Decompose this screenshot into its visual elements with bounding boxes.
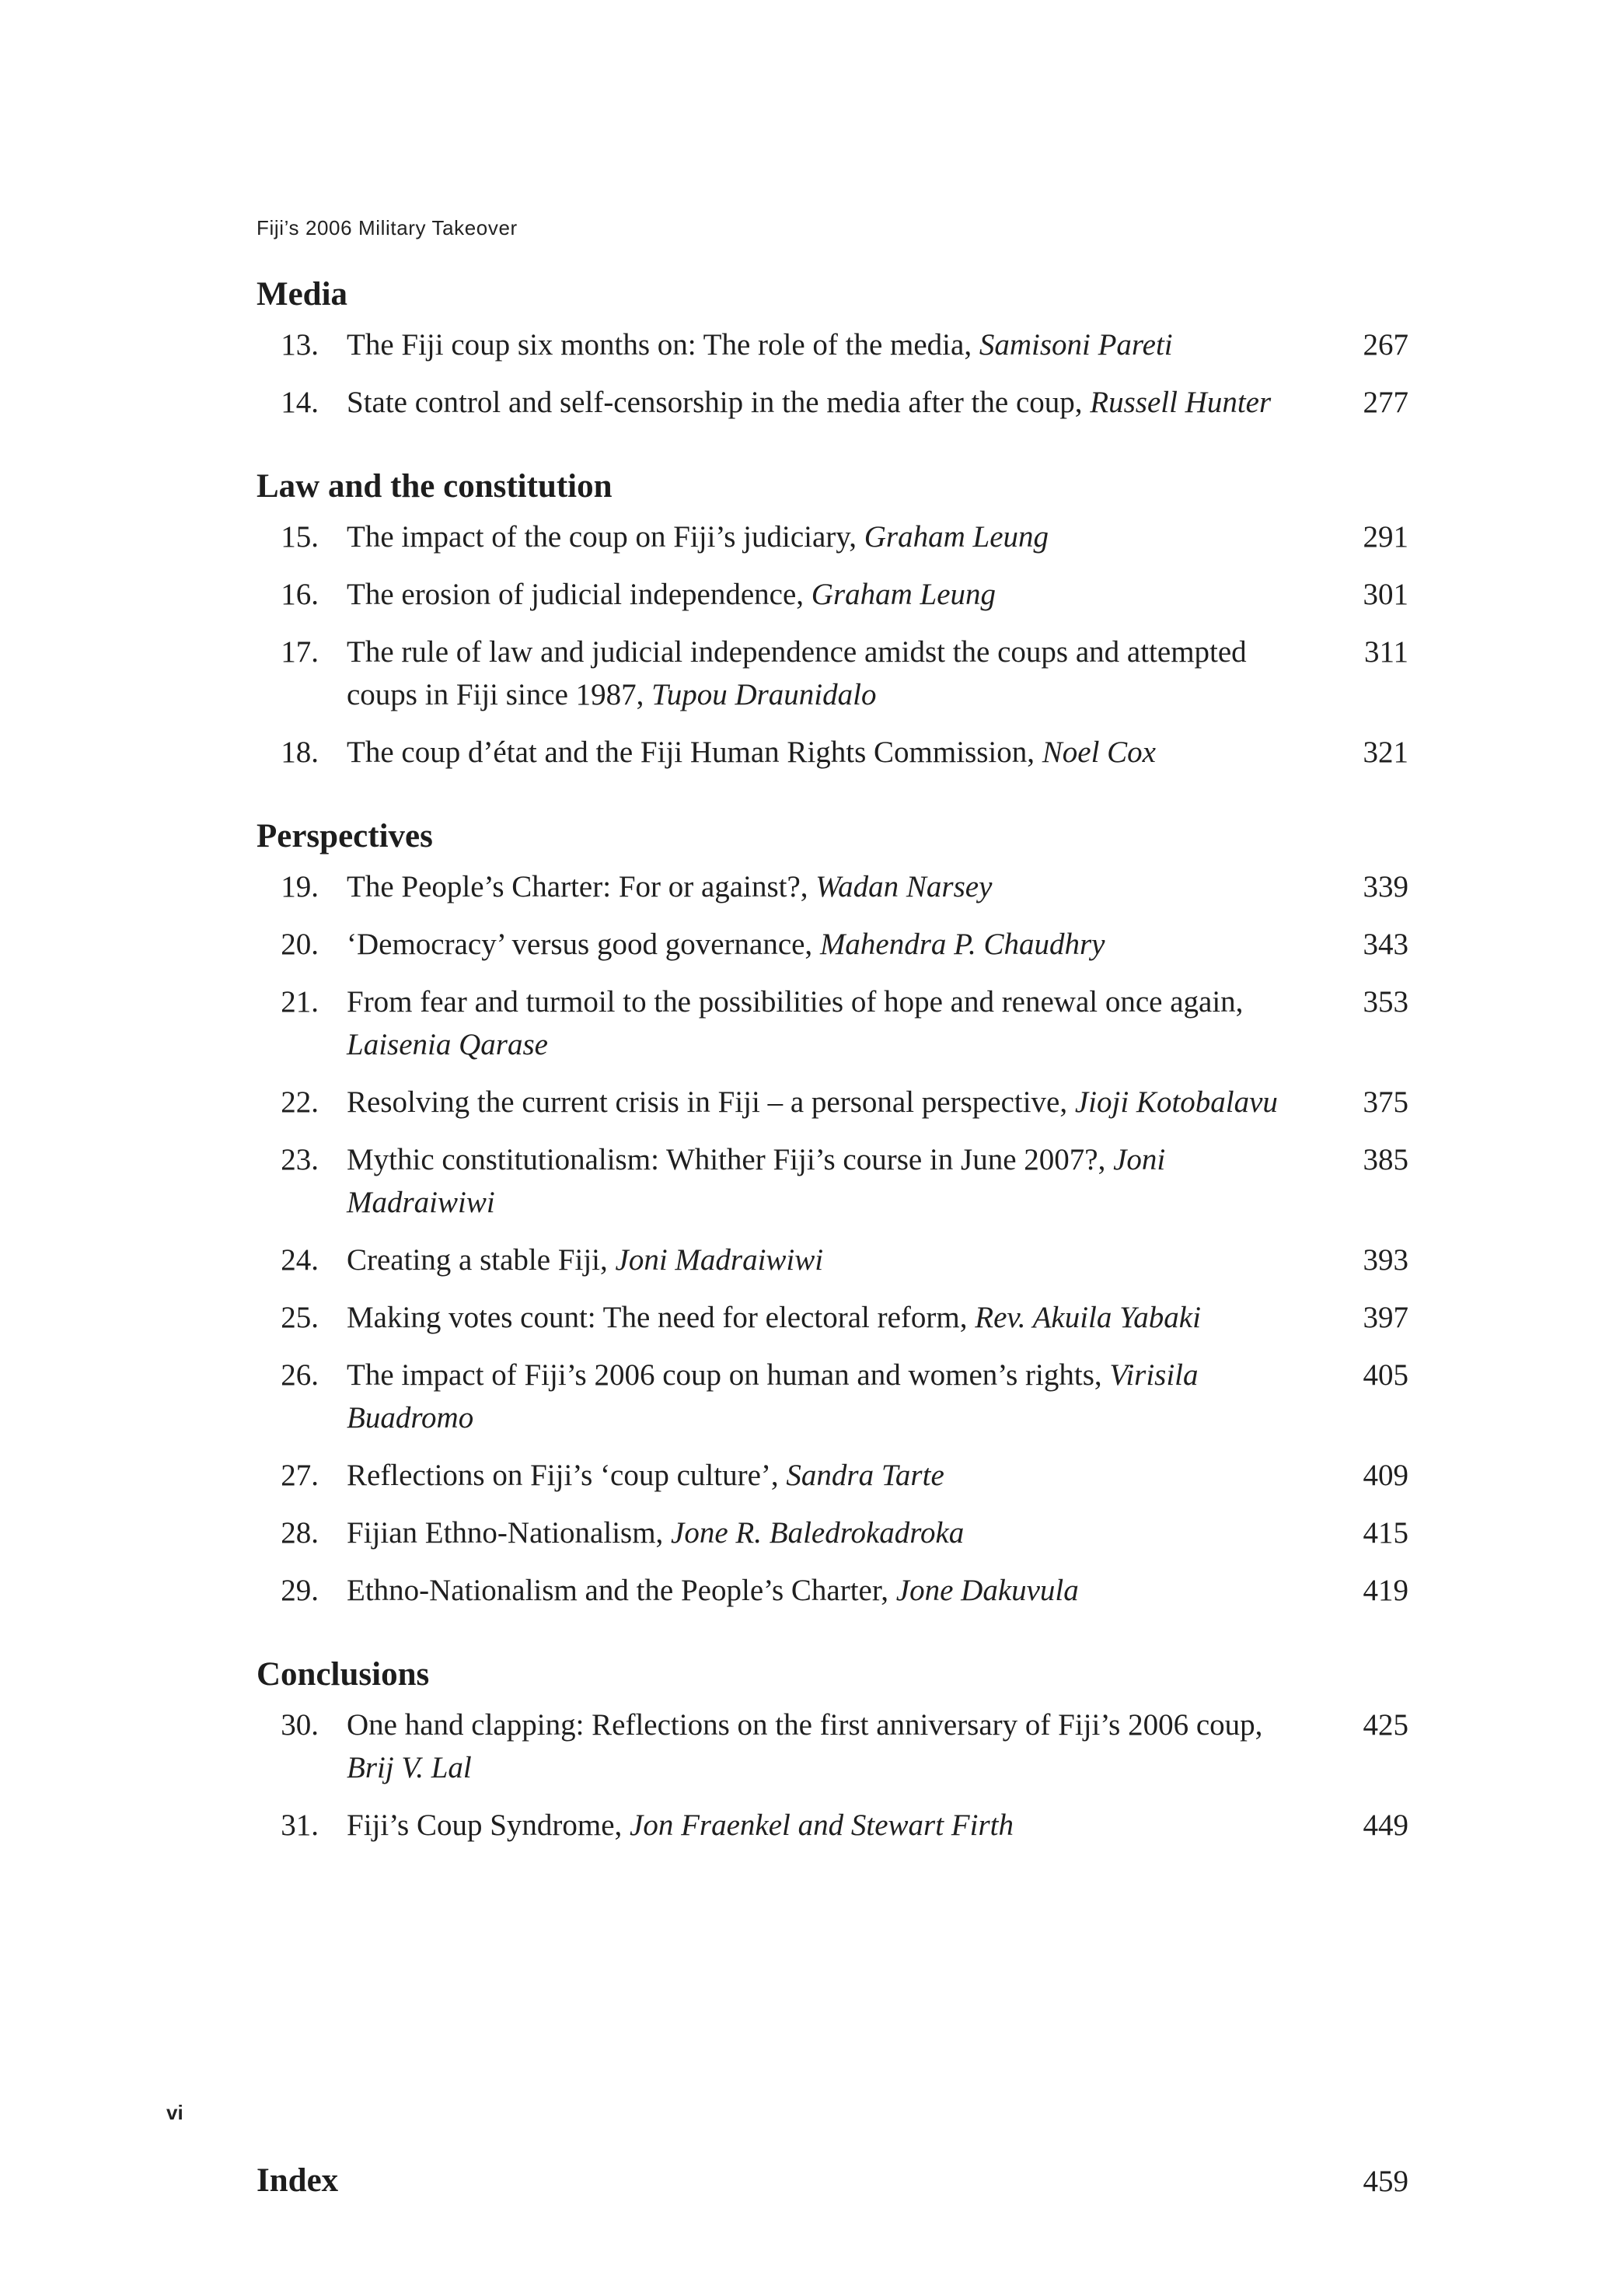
chapter-text [347, 980, 1279, 1066]
chapter-title: Ethno-Nationalism and the People’s Charter, [347, 1574, 889, 1607]
chapter-author: Jon Fraenkel and Stewart Firth [630, 1808, 1014, 1842]
page-number: 277 [1363, 386, 1408, 419]
table-of-contents [257, 269, 1408, 1847]
toc-section [257, 269, 1408, 424]
chapter-title: The rule of law and judicial independence amidst the coups and attempted coups in Fiji since 1987, [347, 635, 1247, 711]
chapter-number: 28. [281, 1516, 319, 1550]
toc-entry[interactable] [257, 631, 1408, 716]
chapter-text [347, 731, 1279, 774]
chapter-author: Jone Dakuvula [895, 1574, 1079, 1607]
chapter-number: 22. [281, 1085, 319, 1119]
page-number: 321 [1363, 736, 1408, 769]
chapter-author: Sandra Tarte [786, 1459, 944, 1492]
chapter-text [347, 865, 1279, 908]
page-number: 375 [1363, 1085, 1408, 1119]
chapter-number: 19. [281, 870, 319, 903]
chapter-title: Reflections on Fiji’s ‘coup culture’, [347, 1459, 779, 1492]
page-number: 393 [1363, 1243, 1408, 1277]
page-folio: vi [166, 2101, 183, 2124]
section-heading: Law and the constitution [257, 468, 613, 505]
chapter-text [347, 1569, 1279, 1612]
page-number: 353 [1363, 985, 1408, 1019]
toc-entry[interactable] [257, 573, 1408, 616]
toc-entry[interactable] [257, 1239, 1408, 1281]
toc-entry[interactable] [257, 980, 1408, 1066]
chapter-author: Graham Leung [811, 578, 996, 611]
chapter-number: 18. [281, 736, 319, 769]
chapter-title: The People’s Charter: For or against?, [347, 870, 808, 903]
chapter-text [347, 515, 1279, 558]
chapter-number: 20. [281, 928, 319, 961]
page-number: 385 [1363, 1143, 1408, 1176]
running-head: Fiji’s 2006 Military Takeover [257, 216, 518, 239]
page-number: 409 [1363, 1459, 1408, 1492]
chapter-author: Mahendra P. Chaudhry [819, 928, 1105, 961]
chapter-author: Joni Madraiwiwi [615, 1243, 824, 1277]
toc-section [257, 461, 1408, 774]
chapter-text [347, 1454, 1279, 1497]
chapter-number: 14. [281, 386, 319, 419]
toc-entry[interactable] [257, 1569, 1408, 1612]
chapter-text [347, 323, 1279, 366]
index-title: Index [257, 2162, 339, 2199]
toc-entry[interactable] [257, 515, 1408, 558]
chapter-title: State control and self-censorship in the media after the coup, [347, 386, 1083, 419]
chapter-text [347, 381, 1279, 424]
chapter-author: Russell Hunter [1090, 386, 1272, 419]
index-page-number: 459 [1363, 2165, 1408, 2198]
chapter-number: 30. [281, 1708, 319, 1742]
toc-section [257, 1649, 1408, 1847]
chapter-text [347, 1511, 1279, 1554]
chapter-author: Noel Cox [1042, 736, 1156, 769]
chapter-title: The Fiji coup six months on: The role of the media, [347, 328, 972, 362]
toc-entry[interactable] [257, 381, 1408, 424]
chapter-author: Rev. Akuila Yabaki [975, 1301, 1201, 1334]
chapter-number: 17. [281, 635, 319, 669]
chapter-author: Jone R. Baledrokadroka [671, 1516, 965, 1550]
toc-entry[interactable] [257, 1081, 1408, 1124]
toc-entry[interactable] [257, 1354, 1408, 1439]
chapter-author: Virisila Buadromo [347, 1358, 1199, 1435]
toc-entry[interactable] [257, 1296, 1408, 1339]
chapter-number: 29. [281, 1574, 319, 1607]
page-number: 405 [1363, 1358, 1408, 1392]
chapter-author: Brij V. Lal [347, 1751, 472, 1784]
chapter-title: The impact of Fiji’s 2006 coup on human and women’s rights, [347, 1358, 1102, 1392]
chapter-title: ‘Democracy’ versus good governance, [347, 928, 813, 961]
page-number: 291 [1363, 520, 1408, 554]
page-number: 419 [1363, 1574, 1408, 1607]
page-number: 449 [1363, 1808, 1408, 1842]
chapter-text [347, 1081, 1279, 1124]
index-entry[interactable] [257, 2155, 1408, 2207]
chapter-text [347, 631, 1279, 716]
chapter-author: Graham Leung [864, 520, 1049, 554]
chapter-text [347, 573, 1279, 616]
chapter-title: The impact of the coup on Fiji’s judiciary, [347, 520, 857, 554]
page-number: 415 [1363, 1516, 1408, 1550]
toc-entry[interactable] [257, 865, 1408, 908]
toc-entry[interactable] [257, 1704, 1408, 1789]
chapter-title: Fiji’s Coup Syndrome, [347, 1808, 623, 1842]
chapter-title: One hand clapping: Reflections on the first anniversary of Fiji’s 2006 coup, [347, 1708, 1263, 1742]
chapter-author: Samisoni Pareti [979, 328, 1173, 362]
page-number: 425 [1363, 1708, 1408, 1742]
chapter-title: Fijian Ethno-Nationalism, [347, 1516, 664, 1550]
chapter-title: The coup d’état and the Fiji Human Rights Commission, [347, 736, 1035, 769]
chapter-author: Joni Madraiwiwi [347, 1143, 1166, 1219]
toc-entry[interactable] [257, 1138, 1408, 1224]
chapter-number: 13. [281, 328, 319, 362]
page-number: 311 [1363, 635, 1408, 669]
chapter-number: 15. [281, 520, 319, 554]
chapter-number: 24. [281, 1243, 319, 1277]
section-heading: Media [257, 276, 348, 313]
chapter-text [347, 1354, 1279, 1439]
chapter-title: From fear and turmoil to the possibilities of hope and renewal once again, [347, 985, 1244, 1019]
page-number: 339 [1363, 870, 1408, 903]
page-number: 397 [1363, 1301, 1408, 1334]
toc-entry[interactable] [257, 923, 1408, 966]
toc-entry[interactable] [257, 1511, 1408, 1554]
chapter-author: Tupou Draunidalo [651, 678, 877, 711]
chapter-author: Jioji Kotobalavu [1074, 1085, 1278, 1119]
chapter-title: Mythic constitutionalism: Whither Fiji’s course in June 2007?, [347, 1143, 1106, 1176]
chapter-text [347, 1239, 1279, 1281]
chapter-text [347, 923, 1279, 966]
chapter-number: 25. [281, 1301, 319, 1334]
toc-entry[interactable] [257, 323, 1408, 366]
chapter-title: The erosion of judicial independence, [347, 578, 805, 611]
chapter-number: 26. [281, 1358, 319, 1392]
chapter-number: 23. [281, 1143, 319, 1176]
chapter-number: 21. [281, 985, 319, 1019]
chapter-author: Wadan Narsey [815, 870, 993, 903]
toc-entry[interactable] [257, 1804, 1408, 1847]
page-number: 301 [1363, 578, 1408, 611]
page-number: 267 [1363, 328, 1408, 362]
chapter-text [347, 1704, 1279, 1789]
chapter-text [347, 1804, 1279, 1847]
chapter-number: 16. [281, 578, 319, 611]
chapter-text [347, 1138, 1279, 1224]
chapter-title: Creating a stable Fiji, [347, 1243, 608, 1277]
toc-section [257, 811, 1408, 1612]
toc-entry[interactable] [257, 731, 1408, 774]
chapter-text [347, 1296, 1279, 1339]
chapter-author: Laisenia Qarase [347, 1028, 548, 1061]
chapter-number: 31. [281, 1808, 319, 1842]
chapter-title: Making votes count: The need for electoral reform, [347, 1301, 968, 1334]
section-heading: Conclusions [257, 1656, 430, 1693]
toc-entry[interactable] [257, 1454, 1408, 1497]
page-number: 343 [1363, 928, 1408, 961]
chapter-number: 27. [281, 1459, 319, 1492]
section-heading: Perspectives [257, 818, 433, 854]
chapter-title: Resolving the current crisis in Fiji – a personal perspective, [347, 1085, 1068, 1119]
